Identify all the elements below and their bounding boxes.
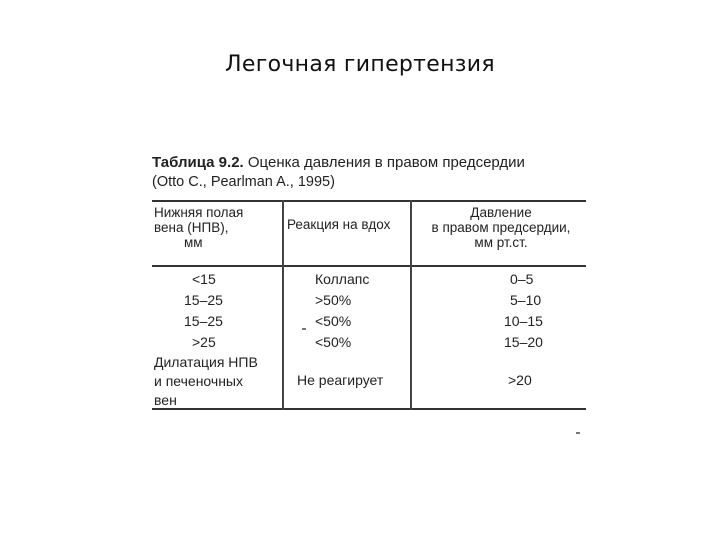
table-cell: <50% bbox=[315, 334, 352, 350]
table-cell: 0–5 bbox=[510, 271, 534, 287]
header-ra-line-3: мм рт.ст. bbox=[474, 235, 528, 250]
slide-title: Легочная гипертензия bbox=[225, 52, 495, 77]
ra-pressure-values bbox=[504, 269, 543, 353]
scan-speck bbox=[576, 432, 580, 434]
table-source: (Otto C., Pearlman A., 1995) bbox=[152, 174, 335, 190]
column-divider-2 bbox=[410, 200, 412, 410]
header-ra-pressure bbox=[415, 205, 587, 250]
table-cell: Коллапс bbox=[315, 271, 370, 287]
table-header-rule bbox=[152, 265, 586, 267]
ivc-values bbox=[154, 269, 258, 410]
scan-speck bbox=[302, 328, 306, 330]
table-cell: <15 bbox=[192, 271, 216, 287]
table-number: Таблица 9.2. bbox=[152, 154, 244, 171]
table-cell: 5–10 bbox=[510, 292, 542, 308]
table-cell: 10–15 bbox=[504, 313, 543, 329]
table-cell: 15–25 bbox=[184, 292, 223, 308]
header-ra-line-2: в правом предсердии, bbox=[431, 220, 571, 235]
table-top-rule bbox=[152, 200, 586, 202]
table-caption bbox=[152, 154, 525, 171]
table-cell: 15–25 bbox=[184, 313, 223, 329]
header-inspiration-response bbox=[287, 217, 390, 232]
table-caption-text: Оценка давления в правом предсердии bbox=[243, 154, 525, 171]
column-divider-1 bbox=[282, 200, 284, 410]
inspiration-values bbox=[315, 269, 369, 353]
table-cell: Дилатация НПВ bbox=[154, 354, 258, 370]
header-ivc-line-3: мм bbox=[184, 235, 203, 250]
table-cell: 15–20 bbox=[504, 334, 543, 350]
table-cell: >50% bbox=[315, 292, 352, 308]
header-inspiration-line-1: Реакция на вдох bbox=[287, 217, 391, 232]
header-ivc-line-1: Нижняя полая bbox=[154, 205, 244, 220]
header-ivc-line-2: вена (НПВ), bbox=[154, 220, 229, 235]
scanned-table bbox=[152, 150, 588, 412]
header-ra-line-1: Давление bbox=[470, 205, 532, 220]
ra-pressure-high: >20 bbox=[508, 372, 532, 388]
table-cell: <50% bbox=[315, 313, 352, 329]
header-ivc bbox=[154, 205, 243, 250]
table-cell: >25 bbox=[192, 334, 216, 350]
table-cell: вен bbox=[154, 392, 177, 408]
table-cell: и печеночных bbox=[154, 373, 243, 389]
inspiration-no-response: Не реагирует bbox=[297, 372, 384, 388]
